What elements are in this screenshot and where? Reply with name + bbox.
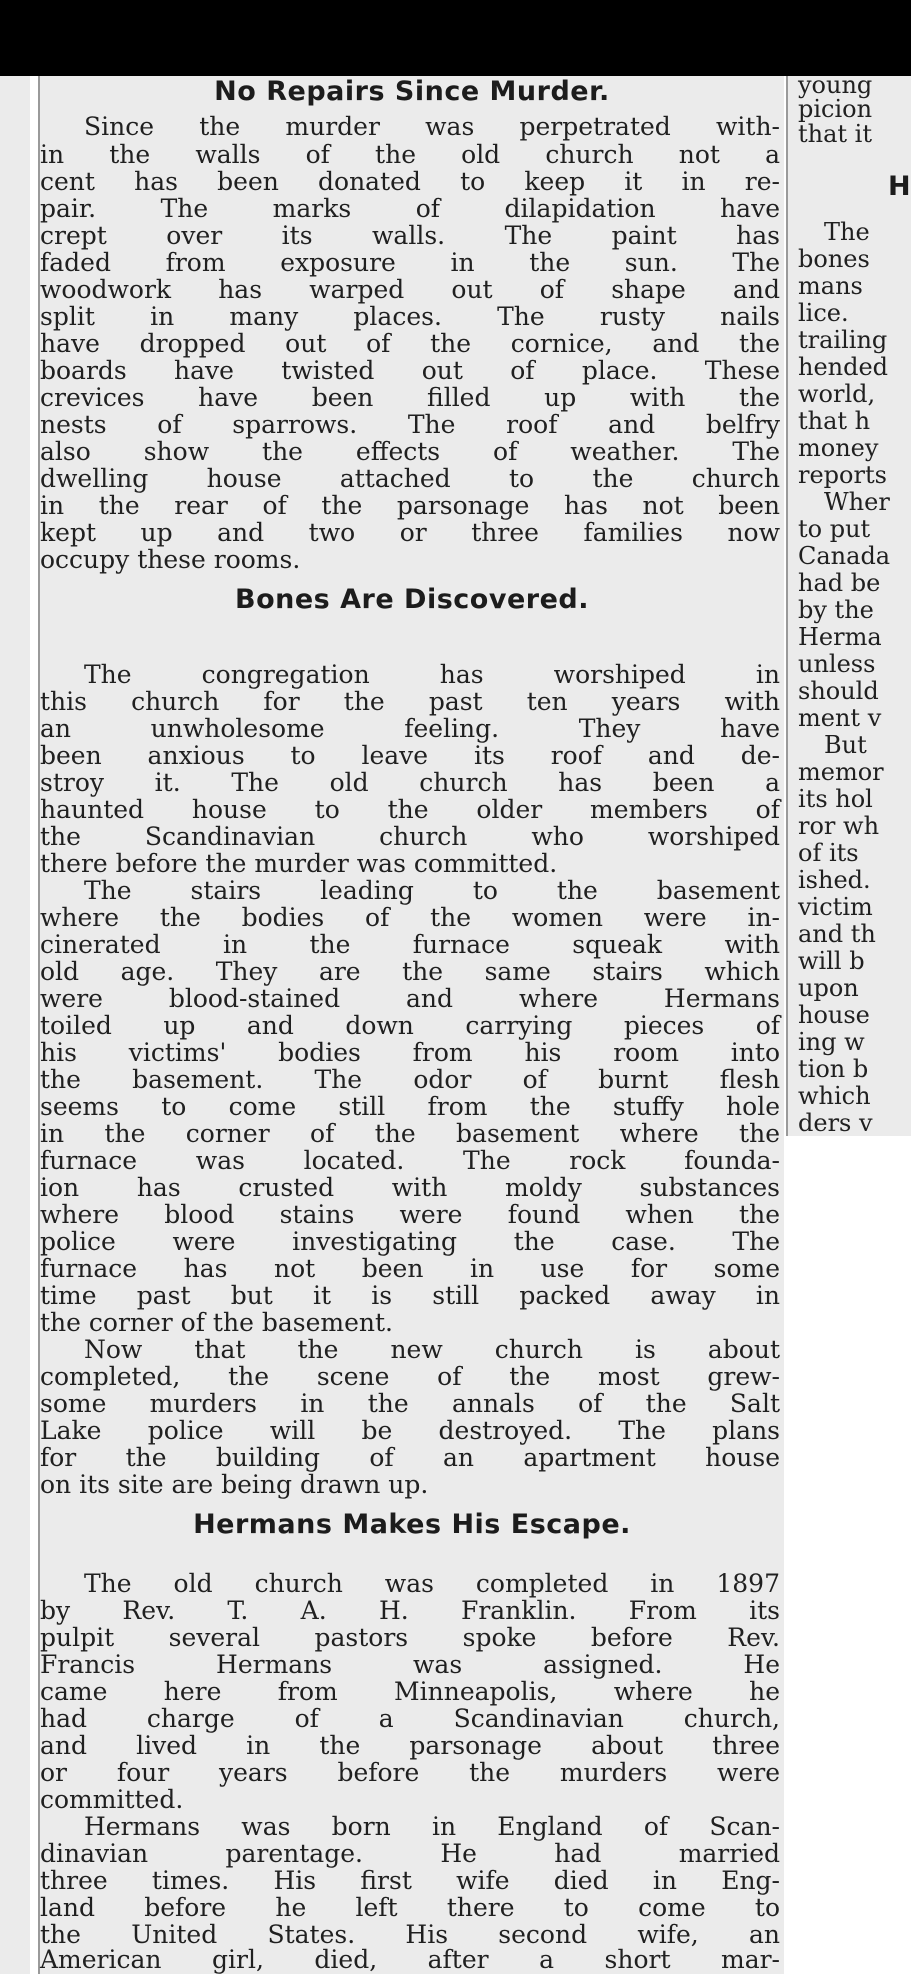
text-line: The stairs leading to the basement [84,876,780,905]
text-line: woodwork has warped out of shape and [40,275,780,304]
text-line: ion has crusted with moldy substances [40,1173,780,1202]
text-line: lice. [798,299,849,327]
text-line: trailing [798,326,888,354]
text-line: were blood-stained and where Hermans [40,984,780,1013]
adjacent-column-clipped [788,76,911,1136]
top-black-bar [0,0,911,76]
text-line: also show the effects of weather. The [40,437,780,466]
text-line: hended [798,353,889,381]
text-line: upon [798,974,859,1002]
text-line: to put [798,515,871,543]
text-line: American girl, died, after a short mar- [40,1945,780,1974]
text-line: Since the murder was perpetrated with- [84,112,780,141]
text-line: The [824,218,870,246]
section-heading: Bones Are Discovered. [235,584,589,615]
text-line: Canada [798,542,891,570]
blank-area [788,1136,911,1974]
text-line: stroy it. The old church has been a [40,768,780,797]
text-line: reports [798,461,887,489]
text-line: unless [798,650,876,678]
text-line: the basement. The odor of burnt flesh [40,1065,780,1094]
text-line: three times. His first wife died in Eng- [40,1866,780,1895]
text-line: came here from Minneapolis, where he [40,1677,780,1706]
text-line: ished. [798,866,871,894]
text-line: of its [798,839,859,867]
text-line: nests of sparrows. The roof and belfry [40,410,780,439]
text-line: mans [798,272,863,300]
text-line: furnace was located. The rock founda- [40,1146,780,1175]
text-line: ment v [798,704,882,732]
text-line: land before he left there to come to [40,1893,780,1922]
text-line: in the walls of the old church not a [40,140,780,169]
text-line: bones [798,245,870,273]
section-heading: No Repairs Since Murder. [214,76,610,107]
text-line: ror wh [798,812,880,840]
text-line: this church for the past ten years with [40,687,780,716]
text-line: that h [798,407,871,435]
text-line: dwelling house attached to the church [40,464,780,493]
text-line: his victims' bodies from his room into [40,1038,780,1067]
text-line: committed. [40,1785,184,1814]
text-line: crevices have been filled up with the [40,383,780,412]
text-line: in the corner of the basement where the [40,1119,780,1148]
text-line: completed, the scene of the most grew- [40,1362,780,1391]
text-line: pair. The marks of dilapidation have [40,194,780,223]
text-line: an unwholesome feeling. They have [40,714,780,743]
text-line: time past but it is still packed away in [40,1281,780,1310]
text-line: old age. They are the same stairs which [40,957,780,986]
text-line: The old church was completed in 1897 [84,1569,780,1598]
text-line: ing w [798,1028,865,1056]
text-line: haunted house to the older members of [40,795,780,824]
text-line: the Scandinavian church who worshiped [40,822,780,851]
text-line: faded from exposure in the sun. The [40,248,780,277]
text-line: memor [798,758,884,786]
left-margin-strip [0,76,30,1974]
text-line: there before the murder was committed. [40,849,558,878]
text-line: Herma [798,623,882,651]
text-line: furnace has not been in use for some [40,1254,780,1283]
text-line: or four years before the murders were [40,1758,780,1787]
newspaper-scan [0,76,911,1974]
text-line: for the building of an apartment house [40,1443,780,1472]
text-line: will b [798,947,865,975]
text-line: young [798,76,873,99]
text-line: and lived in the parsonage about three [40,1731,780,1760]
text-line: victim [798,893,873,921]
text-line: seems to come still from the stuffy hole [40,1092,780,1121]
text-line: cinerated in the furnace squeak with [40,930,780,959]
text-line: ders v [798,1109,873,1136]
text-line: the United States. His second wife, an [40,1920,780,1949]
text-line: dinavian parentage. He had married [40,1839,780,1868]
text-line: tion b [798,1055,869,1083]
text-line: had be [798,569,881,597]
text-line: and th [798,920,876,948]
text-line: where the bodies of the women were in- [40,903,780,932]
text-line: been anxious to leave its roof and de- [40,741,780,770]
text-line: Hermans was born in England of Scan- [84,1812,780,1841]
text-line: Lake police will be destroyed. The plans [40,1416,780,1445]
text-line: which [798,1082,871,1110]
text-line: split in many places. The rusty nails [40,302,780,331]
text-line: by the [798,596,874,624]
text-line: police were investigating the case. The [40,1227,780,1256]
text-line: that it [798,120,873,148]
section-heading: H [888,171,911,202]
text-line: had charge of a Scandinavian church, [40,1704,780,1733]
text-line: Wher [824,488,890,516]
text-line: have dropped out of the cornice, and the [40,329,780,358]
text-line: where blood stains were found when the [40,1200,780,1229]
text-line: its hol [798,785,873,813]
text-line: money [798,434,879,462]
section-heading: Hermans Makes His Escape. [193,1509,631,1540]
text-line: But [824,731,867,759]
text-line: toiled up and down carrying pieces of [40,1011,780,1040]
text-line: on its site are being drawn up. [40,1470,429,1499]
text-line: the corner of the basement. [40,1308,393,1337]
text-line: pulpit several pastors spoke before Rev. [40,1623,780,1652]
text-line: kept up and two or three families now [40,518,780,547]
text-line: crept over its walls. The paint has [40,221,780,250]
text-line: should [798,677,879,705]
text-line: cent has been donated to keep it in re- [40,167,780,196]
text-line: Francis Hermans was assigned. He [40,1650,780,1679]
text-line: by Rev. T. A. H. Franklin. From its [40,1596,780,1625]
text-line: some murders in the annals of the Salt [40,1389,780,1418]
text-line: The congregation has worshiped in [84,660,780,689]
text-line: house [798,1001,870,1029]
text-line: occupy these rooms. [40,545,301,574]
main-article-column [40,76,784,1974]
text-line: Now that the new church is about [84,1335,780,1364]
text-line: picion [798,95,873,123]
text-line: in the rear of the parsonage has not been [40,491,780,520]
text-line: world, [798,380,876,408]
text-line: boards have twisted out of place. These [40,356,780,385]
